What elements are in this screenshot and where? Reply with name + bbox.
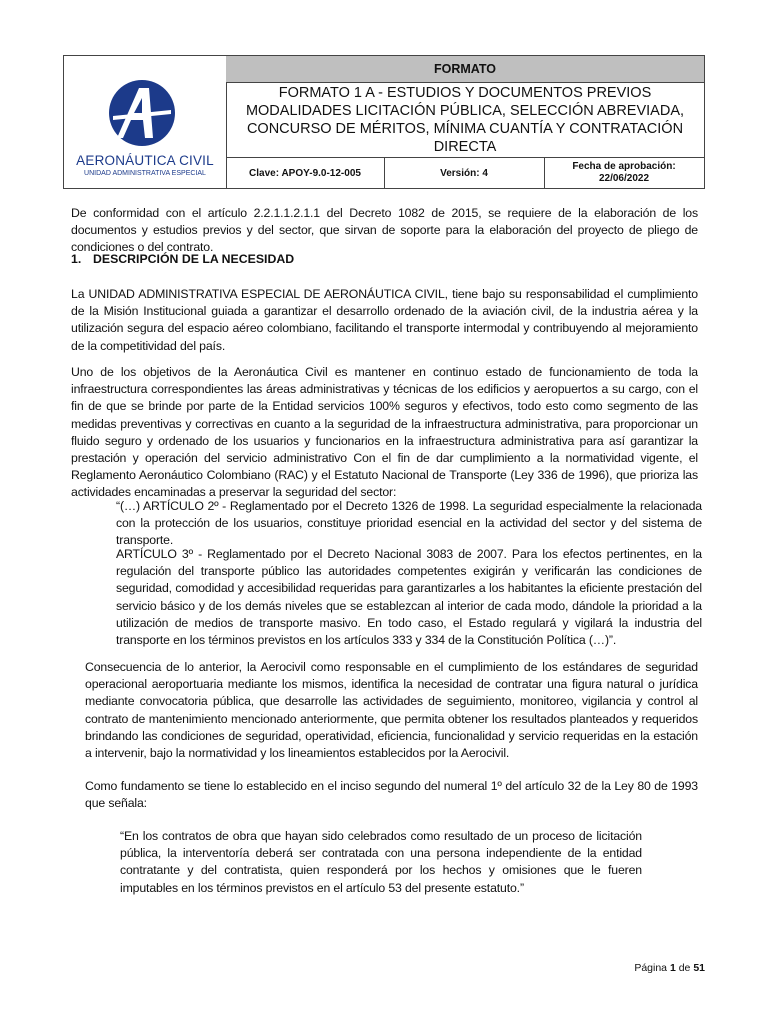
paragraph-mission: La UNIDAD ADMINISTRATIVA ESPECIAL DE AERONÁUTICA CIVIL, tiene bajo su responsabilidad el cumplimiento de la Misión Institucional guiada a garantizar el desarrollo ordenado de la aviación civil, de la industria aérea y la utilización segura del espacio aéreo colombiano, facilitando el transporte intermodal y contribuyendo al mejoramiento de la competitividad del país. — [71, 287, 698, 353]
org-name: AERONÁUTICA CIVIL — [76, 153, 214, 168]
aerocivil-logo-icon — [109, 80, 175, 146]
approval-date-value: 22/06/2022 — [598, 173, 650, 184]
logo-cell — [64, 56, 227, 188]
quote-article-3: ARTÍCULO 3º - Reglamentado por el Decreto Nacional 3083 de 2007. Para los efectos pertinentes, en la regulación del transporte público las autoridades competentes exigirán y verificarán las condiciones de seguridad, comodidad y accesibilidad requeridas para garantizarles a los habitantes la eficiente prestación del servicio básico y de los demás niveles que se establezcan al interior de cada modo, dándole la prioridad a la utilización de medios de transporte masivo. En todo caso, el Estado regulará y vigilará la industria del transporte en los términos previstos en los artículos 333 y 334 de la Constitución Política (…)”. — [116, 547, 702, 648]
org-subtitle: UNIDAD ADMINISTRATIVA ESPECIAL — [84, 170, 206, 177]
document-header — [63, 55, 705, 189]
section-heading — [71, 252, 294, 266]
paragraph-foundation: Como fundamento se tiene lo establecido en el inciso segundo del numeral 1º del artículo 32 de la Ley 80 de 1993 que señala: — [85, 779, 698, 811]
paragraph-objectives: Uno de los objetivos de la Aeronáutica Civil es mantener en continuo estado de funcionamiento de toda la infraestructura correspondientes las áreas administrativas y técnicas de los edificios y aeropuertos a su cargo, con el fin de que se brinde por parte de la Entidad servicios 100% seguros y efectivos, todo esto como segmento de las medidas preventivas y correctivas en cuanto a la seguridad de la infraestructura administrativa, para proporcionar un fluido seguro y ordenado de los usuarios y funcionarios en la infraestructura administrativa para así garantizar la prestación y operación del servicio administrativo Con el fin de dar cumplimiento a la normatividad vigente, el Reglamento Aeronáutico Colombiano (RAC) y el Estatuto Nacional de Transporte (Ley 336 de 1996), que prioriza las actividades encaminadas a preservar la seguridad del sector: — [71, 365, 698, 500]
approval-date-label: Fecha de aprobación: — [572, 161, 676, 172]
section-number: 1. — [71, 252, 82, 266]
quote-article-2: “(…) ARTÍCULO 2º - Reglamentado por el Decreto 1326 de 1998. La seguridad especialmente la relacionada con la protección de los usuarios, constituye prioridad esencial en la actividad del sector y del sistema de transporte. — [116, 499, 702, 548]
intro-paragraph: De conformidad con el artículo 2.2.1.1.2.1.1 del Decreto 1082 de 2015, se requiere de la elaboración de los documentos y estudios previos y del sector, que sirvan de soporte para la elaboración del proyecto de pliego de condiciones o del contrato. — [71, 206, 698, 255]
document-title: FORMATO 1 A - ESTUDIOS Y DOCUMENTOS PREVIOS MODALIDADES LICITACIÓN PÚBLICA, SELECCIÓN ABREVIADA, CONCURSO DE MÉRITOS, MÍNIMA CUANTÍA Y CONTRATACIÓN DIRECTA — [245, 85, 685, 155]
page-number — [634, 962, 705, 974]
page-total: 51 — [693, 962, 705, 974]
section-title: DESCRIPCIÓN DE LA NECESIDAD — [93, 252, 295, 266]
page-label: Página — [634, 962, 668, 974]
version-cell: Versión: 4 — [384, 158, 545, 188]
clave-cell: Clave: APOY-9.0-12-005 — [226, 158, 385, 188]
paragraph-consequence: Consecuencia de lo anterior, la Aerocivil como responsable en el cumplimiento de los estándares de seguridad operacional aeroportuaria mediante los mismos, identifica la necesidad de contratar una figura natural o jurídica mediante convocatoria pública, que desarrolle las actividades de seguimiento, monitoreo, vigilancia y control al contrato de mantenimiento mencionado anteriormente, que permita obtener los resultados planteados y requeridos brindando las condiciones de seguridad, operatividad, eficiencia, funcionalidad y servicio requeridas en la estación a intervenir, bajo la normatividad y los lineamientos establecidos por la Aerocivil. — [85, 660, 698, 761]
quote-ley-80: “En los contratos de obra que hayan sido celebrados como resultado de un proceso de licitación pública, la interventoría deberá ser contratada con una persona independiente de la entidad contratante y del contratista, quien responderá por los hechos y omisiones que le fueren imputables en los términos previstos en el artículo 53 del presente estatuto.” — [120, 829, 642, 895]
approval-date-cell — [544, 158, 704, 188]
page-current: 1 — [669, 962, 676, 974]
format-label: FORMATO — [226, 56, 704, 83]
page-of: de — [678, 962, 691, 974]
metadata-row — [226, 157, 704, 188]
